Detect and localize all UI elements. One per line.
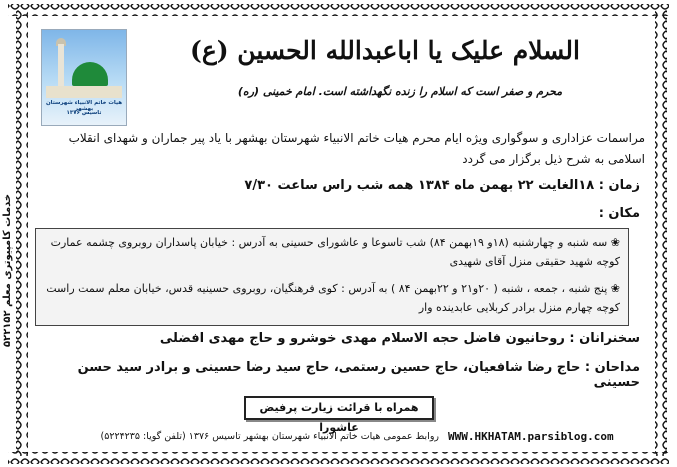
footer-address: روابط عمومی هیات خاتم الانبیاء شهرستان بهشهر تاسیس ۱۳۷۶ (تلفن گویا: ۵۲۲۴۲۳۵) — [100, 431, 439, 442]
footer — [28, 428, 638, 446]
event-time: زمان : ۱۸الغایت ۲۲ بهمن ماه ۱۳۸۴ همه شب راس ساعت ۷/۳۰ — [244, 178, 640, 193]
green-dome-shape — [72, 62, 108, 86]
intro-paragraph: مراسمات عزاداری و سوگواری ویژه ایام محرم هیات خاتم الانبیاء شهرستان بهشهر با یاد پیر جماران و شهدای انقلاب اسلامی به شرح ذیل برگزار می گردد — [68, 131, 645, 166]
flower-bullet-icon: ❀ — [610, 236, 620, 249]
mosque-base-shape — [46, 86, 122, 98]
place-item-text: پنج شنبه ، جمعه ، شنبه ( ۲۰و۲۱ و ۲۲بهمن ۸۴ ) به آدرس : کوی فرهنگیان، روبروی حسینیه قدس، خیابان معلم سمت راست کوچه چهارم منزل برادر کربلایی عابدینده وار — [46, 282, 620, 314]
speakers-line: سخنرانان : روحانیون فاضل حجه الاسلام مهدی خوشرو و حاج مهدی افضلی — [159, 331, 640, 346]
eulogists-line: مداحان : حاج رضا شافعیان، حاج حسین رستمی، حاج سید رضا حسینی و برادر سید حسن حسینی — [77, 360, 640, 390]
place-label: مکان : — [598, 206, 640, 221]
logo-caption-line2: تاسیس ۱۳۷۶ — [66, 110, 102, 116]
logo-caption-line1: هیات خاتم الانبیاء شهرستان بهشهر — [45, 100, 123, 112]
place-item-text: سه شنبه و چهارشنبه (۱۸و ۱۹بهمن ۸۴) شب تاسوعا و عاشورای حسینی به آدرس : خیابان پاسداران روبروی چشمه عمارت کوچه شهید حقیقی منزل آقای شهیدی — [50, 236, 620, 268]
place-box — [35, 228, 629, 326]
ziyarat-ashura-box: همراه با قرائت زیارت پرفیض عاشورا — [244, 396, 434, 420]
page-title: السلام علیک یا اباعبدالله الحسین (ع) — [190, 36, 580, 65]
mosque-logo — [41, 29, 127, 126]
flower-bullet-icon: ❀ — [610, 282, 620, 295]
imam-quote: محرم و صفر است که اسلام را زنده نگهداشته است. امام خمینی (ره) — [237, 85, 563, 98]
side-note: خدمات کامپیوتری معلم ۵۲۲۱۵۲ — [2, 193, 13, 347]
place-item-2 — [44, 279, 620, 317]
place-item-1 — [44, 233, 620, 271]
website-link[interactable]: WWW.HKHATAM.parsiblog.com — [448, 430, 614, 443]
